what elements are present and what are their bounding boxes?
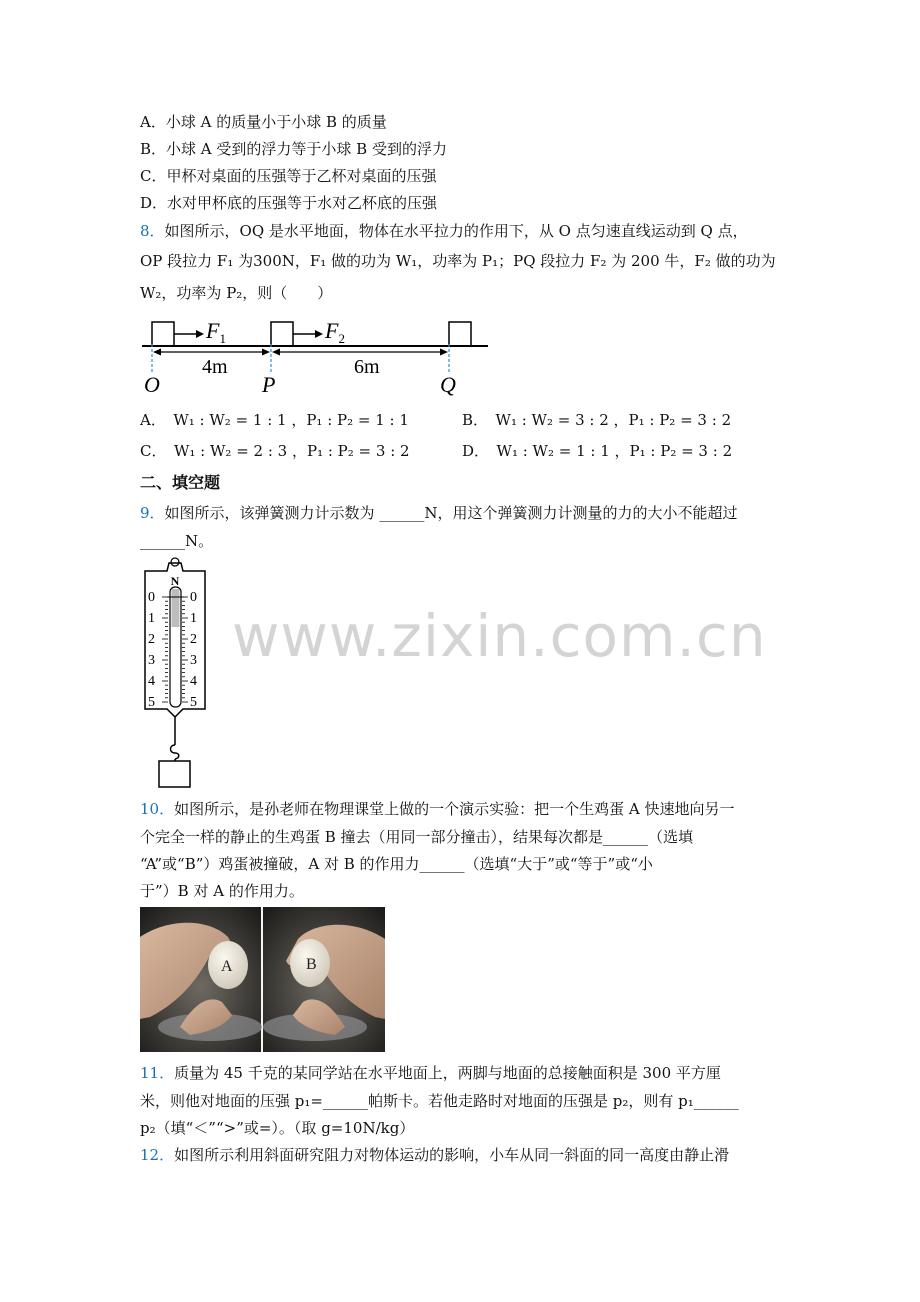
q7-option-c: C．甲杯对桌面的压强等于乙杯对桌面的压强 (140, 167, 437, 185)
tick-label-right-1: 1 (190, 611, 197, 626)
tick-label-left-4: 4 (148, 674, 155, 689)
q7-option-b: B．小球 A 受到的浮力等于小球 B 受到的浮力 (140, 140, 447, 158)
q9-number: 9． (140, 504, 165, 522)
q8-option-b: B． W₁ : W₂ = 3 : 2 ，P₁ : P₂ = 3 : 2 (462, 411, 732, 429)
q11-number: 11． (140, 1064, 175, 1082)
q8-stem-line2: OP 段拉力 F₁ 为300N，F₁ 做的功为 W₁，功率为 P₁；PQ 段拉力 F₂ 为 200 牛，F₂ 做的功为 (140, 252, 776, 270)
q12-text-1: 如图所示利用斜面研究阻力对物体运动的影响，小车从同一斜面的同一高度由静止滑 (174, 1146, 730, 1164)
q10-stem-line3: “A”或“B”）鸡蛋被撞破，A 对 B 的作用力______（选填“大于”或“等于”或“小 (140, 855, 653, 873)
q10-stem-line4: 于”）B 对 A 的作用力。 (140, 882, 304, 900)
f1-label: $F_1$ (206, 318, 226, 346)
arrowhead-pq-left (272, 349, 280, 356)
section-title: 二、填空题 (140, 473, 221, 492)
tick-label-left-2: 2 (148, 632, 155, 647)
arrowhead-pq-right (440, 349, 448, 356)
q9-text-1: 如图所示，该弹簧测力计示数为 ______N，用这个弹簧测力计测量的力的大小不能超过 (164, 504, 738, 522)
tick-label-right-5: 5 (190, 695, 197, 710)
unit-label: N (170, 574, 180, 588)
q12-stem-line1 (140, 1144, 729, 1166)
q10-stem-line2: 个完全一样的静止的生鸡蛋 B 撞去（用同一部分撞击），结果每次都是______（选填 (140, 828, 694, 846)
left-tick-labels (148, 590, 155, 710)
q11-stem-line3: p₂（填“＜”“>”或=）。（取 g=10N/kg） (140, 1119, 415, 1137)
q8-option-a: A． W₁ : W₂ = 1 : 1 ，P₁ : P₂ = 1 : 1 (140, 411, 409, 429)
f2-arrowhead (315, 330, 323, 338)
block-o (152, 322, 174, 346)
q8-stem-line3: W₂，功率为 P₂，则（ ） (140, 284, 333, 302)
point-o-label: O (144, 372, 160, 397)
q7-option-d: D．水对甲杯底的压强等于水对乙杯底的压强 (140, 194, 438, 212)
point-p-label: P (262, 372, 276, 397)
q10-number: 10． (140, 800, 175, 818)
right-tick-labels (190, 590, 197, 710)
block-q (449, 322, 471, 346)
q10-stem-line1 (140, 798, 734, 820)
point-q-label: Q (440, 372, 456, 397)
tick-label-right-0: 0 (190, 590, 197, 605)
egg-a-label: A (221, 958, 233, 975)
arrowhead-op-right (262, 349, 270, 356)
q8-force-diagram (140, 316, 490, 398)
spring-scale-figure (140, 557, 210, 790)
tick-label-left-3: 3 (148, 653, 155, 668)
tick-label-right-2: 2 (190, 632, 197, 647)
egg-b-label: B (306, 956, 317, 973)
f1-arrowhead (196, 330, 204, 338)
tick-label-right-3: 3 (190, 653, 197, 668)
top-ring (171, 558, 179, 566)
q11-stem-line2: 米，则他对地面的压强 p₁=______帕斯卡。若他走路时对地面的压强是 p₂，则有 p₁______ (140, 1092, 739, 1110)
q11-stem-line1 (140, 1062, 721, 1084)
tick-label-right-4: 4 (190, 674, 197, 689)
f2-label: $F_2$ (325, 318, 345, 346)
q12-number: 12． (140, 1146, 175, 1164)
photo-divider (261, 907, 263, 1052)
egg-collision-photo (140, 907, 385, 1052)
tick-label-left-0: 0 (148, 590, 155, 605)
watermark: www.zixin.com.cn (232, 602, 767, 670)
q8-stem-line1 (140, 220, 748, 242)
q9-stem-line2: ______N。 (140, 532, 214, 550)
tick-label-left-1: 1 (148, 611, 155, 626)
q8-option-d: D． W₁ : W₂ = 1 : 1 ，P₁ : P₂ = 3 : 2 (462, 442, 733, 460)
q11-text-1: 质量为 45 千克的某同学站在水平地面上，两脚与地面的总接触面积是 300 平方厘 (174, 1064, 721, 1082)
q7-option-a: A．小球 A 的质量小于小球 B 的质量 (140, 113, 387, 131)
distance-op-label: 4m (202, 356, 228, 378)
hanging-weight (159, 761, 190, 787)
distance-pq-label: 6m (354, 356, 380, 378)
block-p (271, 322, 293, 346)
q9-stem-line1 (140, 502, 737, 524)
q10-text-1: 如图所示，是孙老师在物理课堂上做的一个演示实验：把一个生鸡蛋 A 快速地向另一 (174, 800, 735, 818)
hook (171, 745, 179, 759)
tick-label-left-5: 5 (148, 695, 155, 710)
q8-option-c: C． W₁ : W₂ = 2 : 3 ，P₁ : P₂ = 3 : 2 (140, 442, 410, 460)
q8-number: 8． (140, 222, 165, 240)
spring-indicator (172, 589, 180, 627)
arrowhead-op-left (153, 349, 161, 356)
q8-text-1: 如图所示，OQ 是水平地面，物体在水平拉力的作用下，从 O 点匀速直线运动到 Q 点， (164, 222, 748, 240)
